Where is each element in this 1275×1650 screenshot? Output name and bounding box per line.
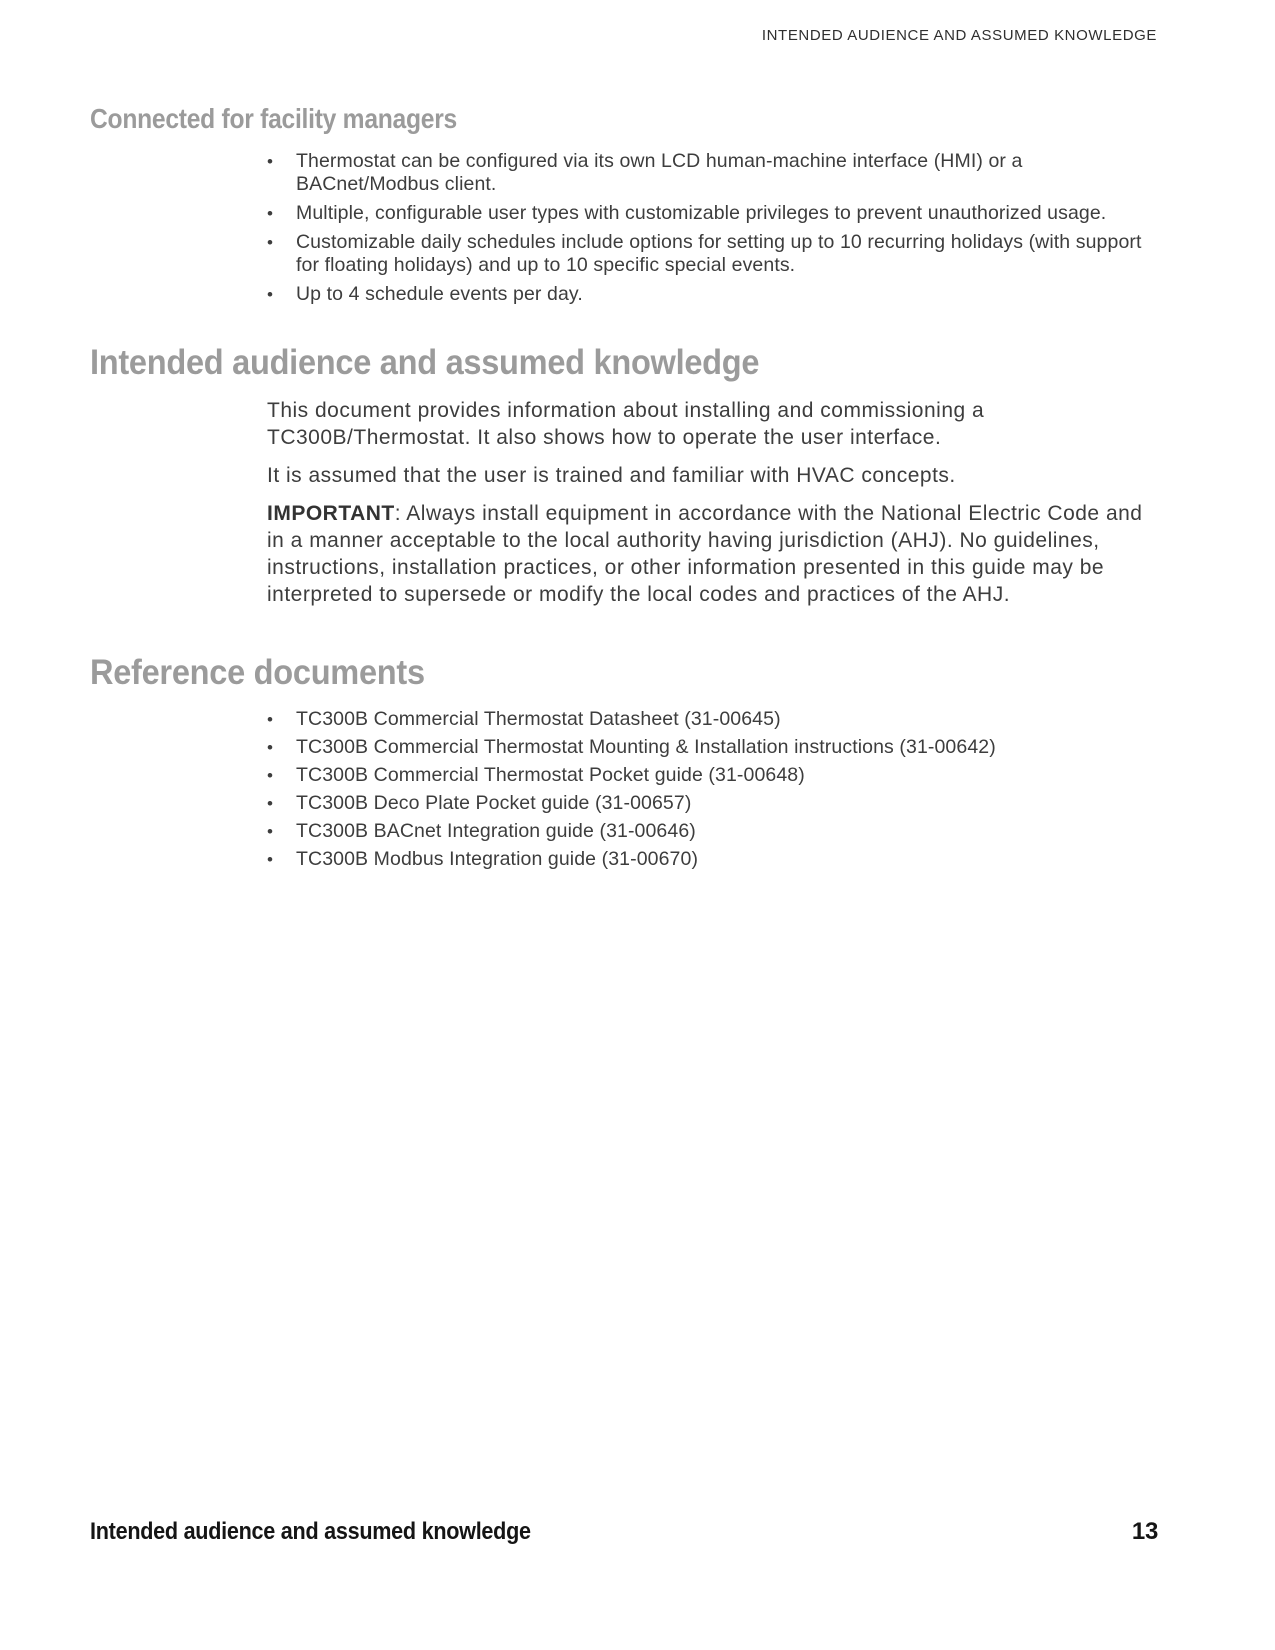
connected-features-list	[267, 150, 1157, 306]
list-item	[267, 150, 1157, 196]
bullet-icon: •	[267, 204, 274, 223]
list-item	[267, 792, 1157, 815]
section-title-connected-for-facility-managers: Connected for facility managers	[90, 103, 457, 134]
list-item	[267, 736, 1157, 759]
list-item	[267, 764, 1157, 787]
bullet-icon: •	[267, 285, 274, 304]
list-item-text: Customizable daily schedules include options for setting up to 10 recurring holidays (with support for floating holidays) and up to 10 specific special events.	[296, 231, 1142, 276]
bullet-icon: •	[267, 233, 274, 252]
list-item	[267, 708, 1157, 731]
reference-documents-list	[267, 708, 1157, 871]
list-item	[267, 820, 1157, 843]
running-header: INTENDED AUDIENCE AND ASSUMED KNOWLEDGE	[761, 27, 1157, 44]
list-item	[267, 231, 1157, 277]
list-item-text: Multiple, configurable user types with customizable privileges to prevent unauthorized usage.	[296, 202, 1107, 224]
important-text: : Always install equipment in accordance with the National Electric Code and in a manner acceptable to the local authority having jurisdiction (AHJ). No guidelines, instructions, installation practices, or other information presented in this guide may be interpreted to supersede or modify the local codes and practices of the AHJ.	[267, 502, 1143, 606]
bullet-icon: •	[267, 152, 274, 171]
list-item	[267, 848, 1157, 871]
list-item-text: TC300B Commercial Thermostat Pocket guide (31-00648)	[296, 764, 805, 786]
list-item-text: TC300B BACnet Integration guide (31-00646)	[296, 820, 696, 842]
bullet-icon: •	[267, 710, 274, 729]
page-number: 13	[1131, 1518, 1158, 1545]
footer-section-title: Intended audience and assumed knowledge	[90, 1518, 531, 1545]
list-item-text: Thermostat can be configured via its own LCD human-machine interface (HMI) or a BACnet/Modbus client.	[296, 150, 1023, 195]
list-item-text: Up to 4 schedule events per day.	[296, 283, 583, 305]
page-footer	[90, 1518, 1158, 1546]
bullet-icon: •	[267, 794, 274, 813]
list-item	[267, 283, 1157, 306]
section-title-intended-audience: Intended audience and assumed knowledge	[90, 343, 760, 382]
bullet-icon: •	[267, 766, 274, 785]
list-item-text: TC300B Commercial Thermostat Mounting & Installation instructions (31-00642)	[296, 736, 996, 758]
important-paragraph	[267, 500, 1157, 608]
audience-paragraph-1: This document provides information about installing and commissioning a TC300B/Thermostat. It also shows how to operate the user interface.	[267, 399, 985, 449]
important-label: IMPORTANT	[267, 502, 395, 525]
list-item-text: TC300B Modbus Integration guide (31-00670)	[296, 848, 699, 870]
bullet-icon: •	[267, 850, 274, 869]
audience-paragraph-2: It is assumed that the user is trained and familiar with HVAC concepts.	[267, 464, 956, 487]
list-item-text: TC300B Deco Plate Pocket guide (31-00657)	[296, 792, 692, 814]
list-item-text: TC300B Commercial Thermostat Datasheet (31-00645)	[296, 708, 781, 730]
section-title-reference-documents: Reference documents	[90, 653, 425, 692]
list-item	[267, 202, 1157, 225]
bullet-icon: •	[267, 822, 274, 841]
bullet-icon: •	[267, 738, 274, 757]
